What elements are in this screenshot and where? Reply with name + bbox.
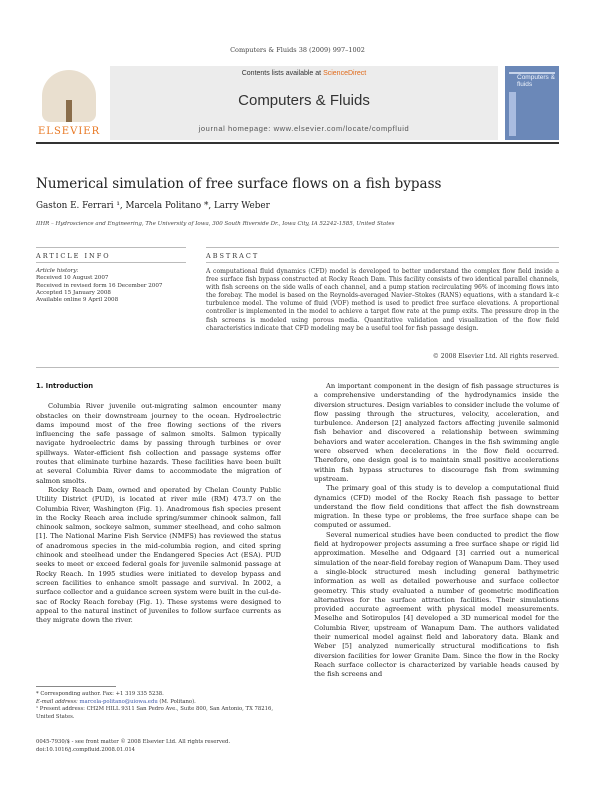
left-column — [36, 382, 281, 625]
online-date: Available online 9 April 2008 — [36, 297, 119, 304]
abstract-bottom-rule — [36, 367, 559, 368]
intro-paragraph-4: The primary goal of this study is to develop a computational fluid dynamics (CFD) model of the Rocky Reach fish passage to better understand the flow field conditions that affect the fish downstream migration. In these type or problems, the free surface shape can be computed or assumed. — [314, 484, 559, 530]
article-info-rule-2 — [36, 262, 186, 263]
publisher-name: ELSEVIER — [38, 126, 101, 137]
abstract-text: A computational fluid dynamics (CFD) model is developed to better understand the complex flow field inside a free surface fish bypass constructed at Rocky Reach Dam. This facility consists of two identical parallel channels, with fish screens on the side walls of each channel, and a pump station recirculating 96% of incoming flows into the forebay. The model is based on the Reynolds-averaged Navier–Stokes (RANS) equations, with a standard k–ε turbulence model. The volume of fluid (VOF) method is used to predict free surface elevations. A proportional controller is implemented in the model to achieve a target flow rate at the pump exits. The pressure drop in the fish screens is modeled using porous media. Quantitative validation and visualization of the flow field characteristics indicate that CFD modeling may be a useful tool for fish passage design. — [206, 268, 559, 332]
doi-line[interactable]: doi:10.1016/j.compfluid.2008.01.014 — [36, 746, 136, 753]
journal-title: Computers & Fluids — [238, 92, 370, 109]
contents-line — [110, 70, 498, 77]
right-column — [314, 382, 559, 680]
footnote-rule — [36, 686, 116, 687]
sciencedirect-link[interactable]: ScienceDirect — [323, 70, 367, 77]
received-date: Received 10 August 2007 — [36, 275, 109, 282]
article-info-rule — [36, 247, 186, 248]
intro-paragraph-3: An important component in the design of fish passage structures is a comprehensive understanding of the hydrodynamics inside the diversion structures. Design variables to consider include the volume of flow passing through the structures, velocity, acceleration, and turbulence. Anderson [2] analyzed factors affecting juvenile salmonid fish behavior and discovered a relationship between swimming behaviors and water acceleration. Changes in the fish swimming angle were observed when decelerations in the flow field occurred. Therefore, one design goal is to maintain small positive accelerations within fish bypass structures to discourage fish from swimming upstream. — [314, 382, 559, 483]
journal-cover-image — [505, 66, 559, 140]
intro-paragraph-5: Several numerical studies have been conducted to predict the flow field at hydropower projects assuming a free surface shape or rigid lid approximation. Meselhe and Odgaard [3] carried out a numerical simulation of the near-field forebay region of Wanapum Dam. They used a single-block structured mesh including general bathymetric information as well as detailed powerhouse and surface collector geometry. This study evaluated a number of geometric modification alternatives for the surface attraction facilities. Their simulations provided accurate agreement with physical model measurements. Meselhe and Sotiropulos [4] developed a 3D numerical model for the Columbia River, upstream of Wanapum Dam. The authors validated their numerical model against field and laboratory data. Blank and Weber [5] analyzed numerically structural modifications to fish diversion facilities for lower Granite Dam. Since the flow in the Rocky Reach surface collector is characterized by variable heads caused by the fish screens and — [314, 530, 559, 679]
email-note — [36, 699, 281, 707]
abstract-rule — [206, 247, 559, 248]
contents-prefix: Contents lists available at — [241, 70, 324, 77]
email-label: E-mail address: — [36, 698, 80, 705]
elsevier-logo — [36, 70, 104, 140]
intro-paragraph-1: Columbia River juvenile out-migrating salmon encounter many obstacles on their downstream journey to the ocean. Hydroelectric dams impound most of the free flowing sections of the rivers influencing the safe passage of salmon smolts. Salmon typically navigate hydroelectric dams by passing through turbines or over spillways. Water-efficient fish collection and passage systems offer routes that eliminate turbine hazards. These facilities have been built at several Columbia River dams to accommodate the migration of salmon smolts. — [36, 402, 281, 485]
elsevier-tree-icon — [42, 70, 96, 122]
present-address-note: ¹ Present address: CH2M HILL 9311 San Pedro Ave., Suite 800, San Antonio, TX 78216, United States. — [36, 706, 274, 720]
cover-title: Computers & fluids — [517, 74, 555, 88]
article-history — [36, 268, 186, 304]
abstract-copyright: © 2008 Elsevier Ltd. All rights reserved. — [432, 353, 559, 360]
email-suffix: (M. Politano). — [157, 698, 196, 705]
history-label: Article history: — [36, 268, 79, 274]
abstract-rule-2 — [206, 262, 559, 263]
email-link[interactable]: marcela-politano@uiowa.edu — [79, 698, 158, 705]
article-info-heading: ARTICLE INFO — [36, 252, 111, 260]
intro-paragraph-2: Rocky Reach Dam, owned and operated by Chelan County Public Utility District (PUD), is located at river mile (RM) 473.7 on the Columbia River, Washington (Fig. 1). Anadromous fish species present in the Rocky Reach area include spring/summer chinook salmon, fall chinook salmon, sockeye salmon, summer steelhead, and coho salmon [1]. The National Marine Fish Service (NMFS) has reviewed the status of anadromous species in the mid-columbia region, and cited spring chinook and steelhead under the Endangered Species Act (ESA). PUD seeks to meet or exceed federal goals for juvenile salmonid passage at Rocky Reach. In 1995 studies were initiated to develop bypass and screen facilities to enhance smolt passage and survival. In 2002, a surface collector and a guidance screen system were built in the cul-de-sac of Rocky Reach forebay (Fig. 1). These systems were designed to appeal to the natural instinct of juveniles to follow surface currents as they migrate down the river. — [36, 485, 281, 625]
footnotes — [36, 691, 281, 721]
journal-banner — [110, 66, 498, 140]
corresponding-author-note: * Corresponding author. Fax: +1 319 335 5238. — [36, 691, 164, 697]
issn-line: 0045-7930/$ - see front matter © 2008 Elsevier Ltd. All rights reserved. — [36, 739, 231, 745]
revised-date: Received in revised form 16 December 2007 — [36, 282, 163, 289]
paper-title: Numerical simulation of free surface flows on a fish bypass — [36, 176, 442, 192]
journal-citation: Computers & Fluids 38 (2009) 997–1002 — [230, 46, 365, 54]
author-list: Gaston E. Ferrari ¹, Marcela Politano *, Larry Weber — [36, 201, 270, 211]
abstract-heading: ABSTRACT — [206, 252, 260, 260]
introduction-heading: 1. Introduction — [36, 382, 94, 390]
accepted-date: Accepted 15 January 2008 — [36, 289, 111, 296]
journal-header — [36, 66, 559, 144]
affiliation: IIHR – Hydroscience and Engineering, The University of Iowa, 300 South Riverside Dr., Iowa City, IA 52242-1585, United States — [36, 221, 395, 227]
issn-block — [36, 739, 281, 754]
journal-homepage[interactable]: journal homepage: www.elsevier.com/locate/compfluid — [198, 124, 410, 133]
cover-graphic — [509, 92, 516, 136]
